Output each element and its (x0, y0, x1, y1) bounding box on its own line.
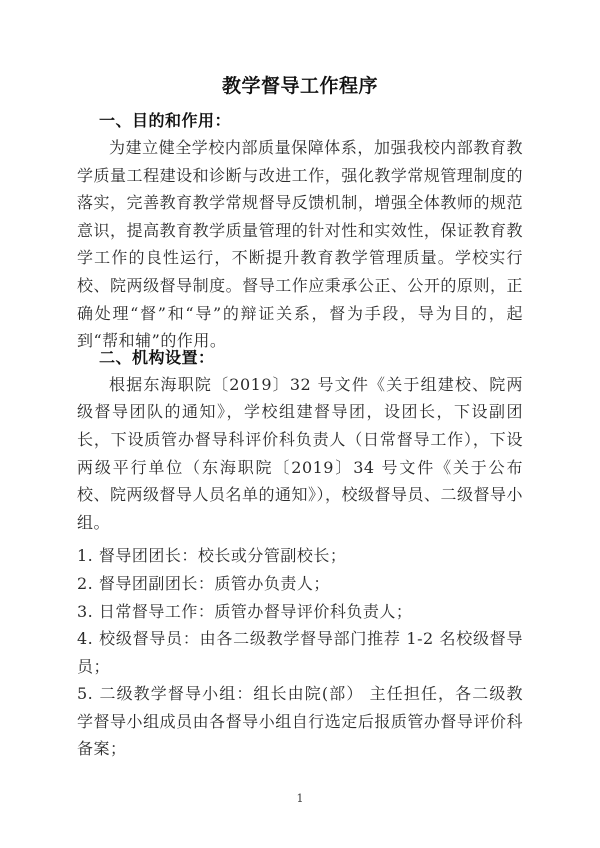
list-item-1: 1. 督导团团长：校长或分管副校长； (77, 546, 347, 566)
numbered-list (77, 542, 523, 763)
section-1-heading: 一、目的和作用： (99, 111, 232, 130)
list-item-3: 3. 日常督导工作：质管办督导评价科负责人； (77, 601, 413, 621)
document-title: 教学督导工作程序 (221, 75, 378, 97)
section-2-heading: 二、机构设置： (99, 347, 215, 367)
list-item-4: 4. 校级督导员：由各二级教学督导部门推荐 1-2 名校级督导员； (77, 629, 523, 676)
section-1-paragraph: 为建立健全学校内部质量保障体系，加强我校内部教育教学质量工程建设和诊断与改进工作，强化教学常规管理制度的落实，完善教育教学常规督导反馈机制，增强全体教师的规范意识，提高教育教学质量管理的针对性和实效性，保证教育教学工作的良性运行，不断提升教育教学管理质量。学校实行校、院两级督导制度。督导工作应秉承公正、公开的原则，正确处理“督”和“导”的辩证关系，督为手段，导为目的，起到“帮和辅”的作用。 (77, 138, 523, 351)
list-item-2: 2. 督导团副团长：质管办负责人； (77, 573, 330, 593)
list-item-5: 5. 二级教学督导小组：组长由院(部） 主任担任，各二级教学督导小组成员由各督导小组自行选定后报质管办督导评价科备案； (77, 684, 523, 759)
page-number: 1 (296, 792, 304, 805)
section-2-paragraph: 根据东海职院〔2019〕32 号文件《关于组建校、院两级督导团队的通知》，学校组建督导团，设团长，下设副团长，下设质管办督导科评价科负责人（日常督导工作），下设两级平行单位（东海职院〔2019〕34 号文件《关于公布校、院两级督导人员名单的通知》），校级督导员、二级督导小组。 (77, 374, 524, 532)
